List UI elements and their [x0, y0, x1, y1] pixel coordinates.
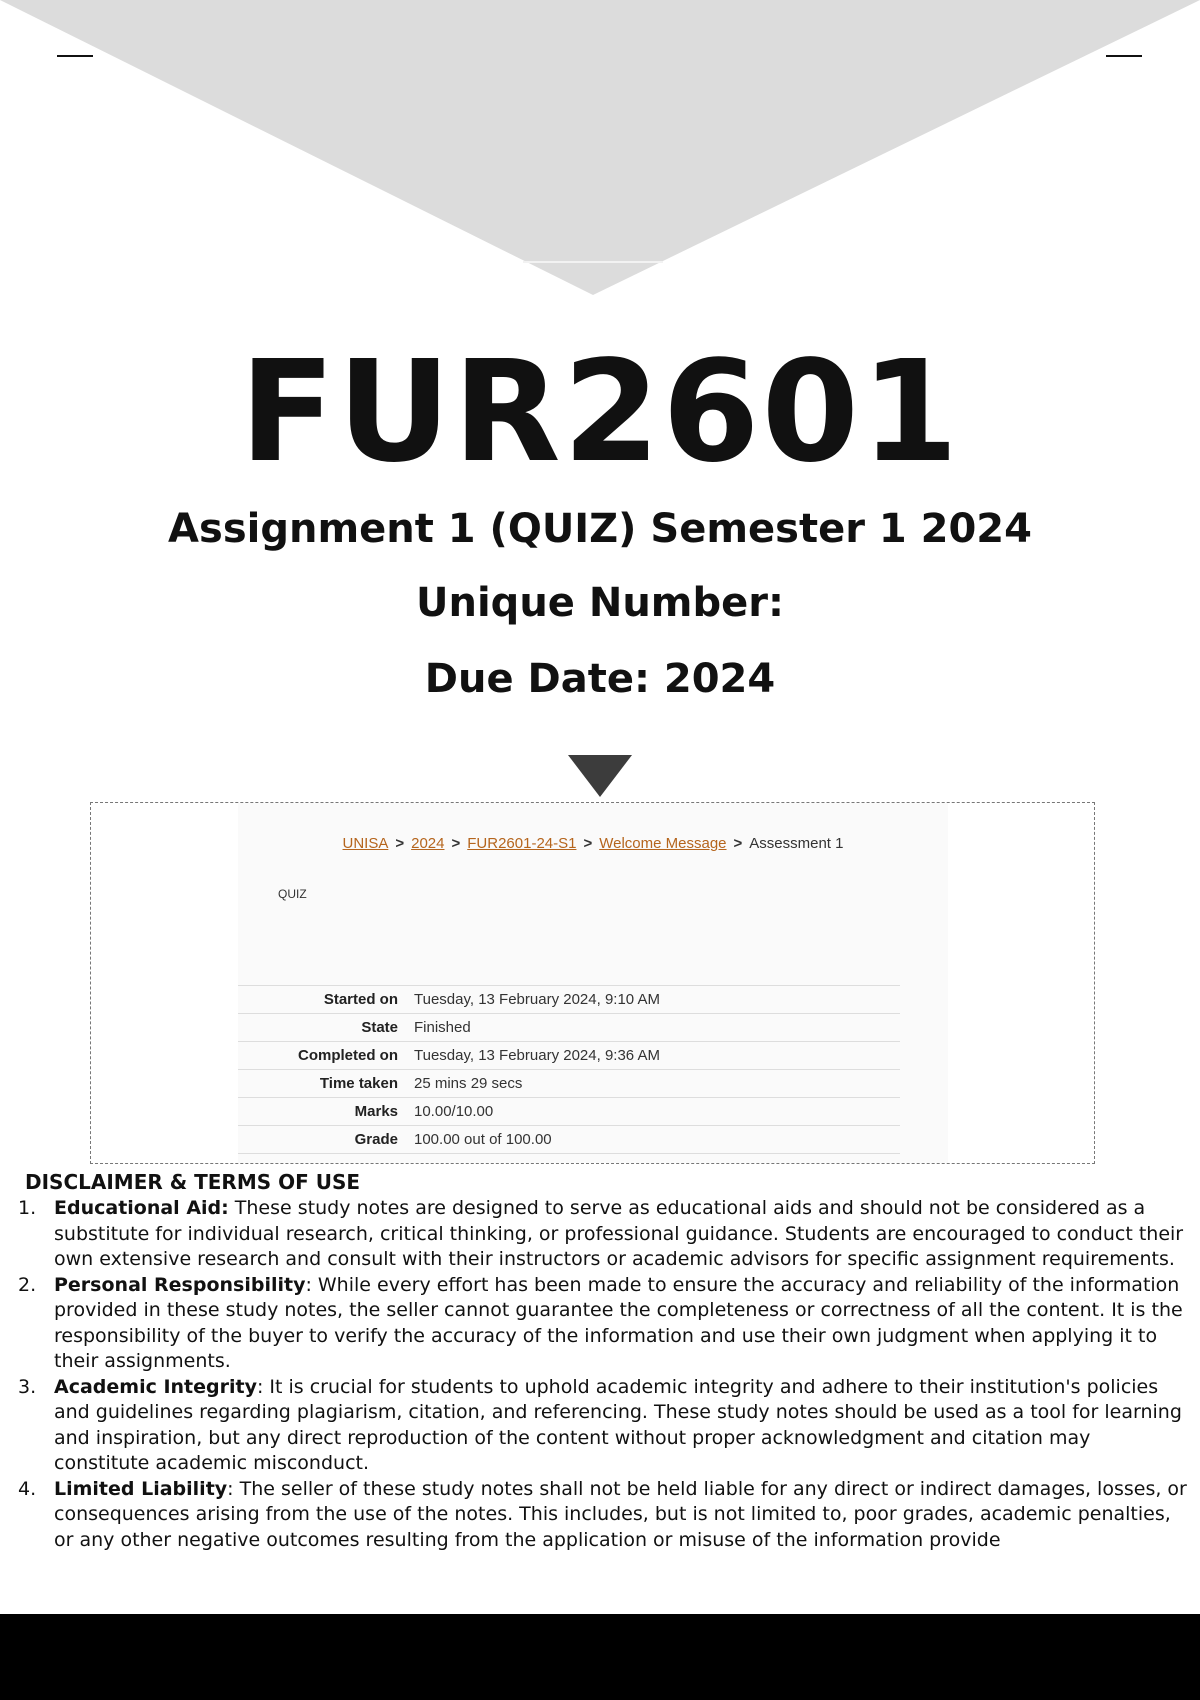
- summary-label: Started on: [323, 991, 398, 1008]
- breadcrumb-link-course[interactable]: FUR2601-24-S1: [467, 835, 577, 852]
- summary-value: Finished: [414, 1019, 471, 1036]
- quiz-result-screenshot: [90, 802, 1095, 1164]
- table-row: [238, 1098, 900, 1126]
- due-date-line: Due Date: 2024: [424, 656, 776, 702]
- item-text: : While every effort has been made to ensure the accuracy and reliability of the information provided in these study notes, the seller cannot guarantee the completeness or correctness of all the content. It is the responsibility of the buyer to verify the accuracy of the information and use their own judgment when applying it to their assignments.: [54, 1273, 1183, 1372]
- item-heading: Limited Liability: [54, 1477, 228, 1500]
- item-number: 1.: [18, 1197, 37, 1219]
- item-number: 3.: [18, 1375, 37, 1398]
- item-number: 2.: [18, 1273, 37, 1296]
- breadcrumb-link-unisa[interactable]: UNISA: [342, 835, 389, 852]
- breadcrumb-separator-icon: >: [395, 835, 405, 852]
- item-heading: Educational Aid:: [54, 1197, 229, 1219]
- table-row: [238, 1042, 900, 1070]
- item-number: 4.: [18, 1477, 37, 1500]
- list-item: [18, 1375, 1188, 1477]
- summary-label: Time taken: [319, 1075, 398, 1092]
- summary-value: 10.00/10.00: [414, 1103, 494, 1120]
- item-heading: Academic Integrity: [54, 1375, 257, 1398]
- disclaimer-list: [18, 1196, 1188, 1553]
- breadcrumb-separator-icon: >: [733, 835, 743, 852]
- corner-line-right: [1106, 55, 1142, 57]
- disclaimer-title: DISCLAIMER & TERMS OF USE: [25, 1170, 361, 1194]
- screenshot-content: [238, 803, 948, 1163]
- breadcrumb-link-welcome[interactable]: Welcome Message: [599, 835, 727, 852]
- unique-number-line: Unique Number:: [416, 580, 784, 626]
- header-chevron-shape: [0, 0, 1200, 300]
- summary-label: Marks: [354, 1103, 398, 1120]
- down-arrow-icon: [568, 755, 632, 797]
- list-item: [18, 1477, 1188, 1554]
- breadcrumb-separator-icon: >: [451, 835, 461, 852]
- summary-value: Tuesday, 13 February 2024, 9:36 AM: [414, 1047, 660, 1064]
- table-row: [238, 1014, 900, 1042]
- item-heading: Personal Responsibility: [54, 1273, 306, 1296]
- summary-value: Tuesday, 13 February 2024, 9:10 AM: [414, 991, 660, 1008]
- item-text: : It is crucial for students to uphold academic integrity and adhere to their institution's policies and guidelines regarding plagiarism, citation, and referencing. These study notes should be used as a tool for learning and inspiration, but any direct reproduction of the content without proper acknowledgment and citation may constitute academic misconduct.: [54, 1375, 1182, 1474]
- summary-value: 100.00 out of 100.00: [414, 1131, 552, 1148]
- table-row: [238, 986, 900, 1014]
- breadcrumb-separator-icon: >: [583, 835, 593, 852]
- quiz-label: QUIZ: [278, 887, 307, 901]
- assignment-line: Assignment 1 (QUIZ) Semester 1 2024: [168, 506, 1032, 552]
- table-row: [238, 1126, 900, 1154]
- breadcrumb-link-year[interactable]: 2024: [411, 835, 445, 852]
- table-row: [238, 1070, 900, 1098]
- summary-value: 25 mins 29 secs: [414, 1075, 523, 1092]
- summary-label: Grade: [354, 1131, 398, 1148]
- item-text: : The seller of these study notes shall not be held liable for any direct or indirect damages, losses, or consequences arising from the use of the notes. This includes, but is not limited to, poor grades, academic penalties, or any other negative outcomes resulting from the application or misuse of the information provide: [54, 1477, 1187, 1551]
- footer-bar: [0, 1614, 1200, 1700]
- breadcrumb: [238, 835, 948, 852]
- corner-line-left: [57, 55, 93, 57]
- summary-label: Completed on: [298, 1047, 398, 1064]
- quiz-summary-table: [238, 985, 900, 1154]
- list-item: [18, 1196, 1188, 1273]
- course-code-title: FUR2601: [239, 331, 961, 494]
- item-text: These study notes are designed to serve as educational aids and should not be considered as a substitute for individual research, critical thinking, or professional guidance. Students are encouraged to conduct their own extensive research and consult with their instructors or academic advisors for specific assignment requirements.: [54, 1197, 1184, 1270]
- breadcrumb-current: Assessment 1: [749, 835, 844, 852]
- list-item: [18, 1273, 1188, 1375]
- summary-label: State: [361, 1019, 398, 1036]
